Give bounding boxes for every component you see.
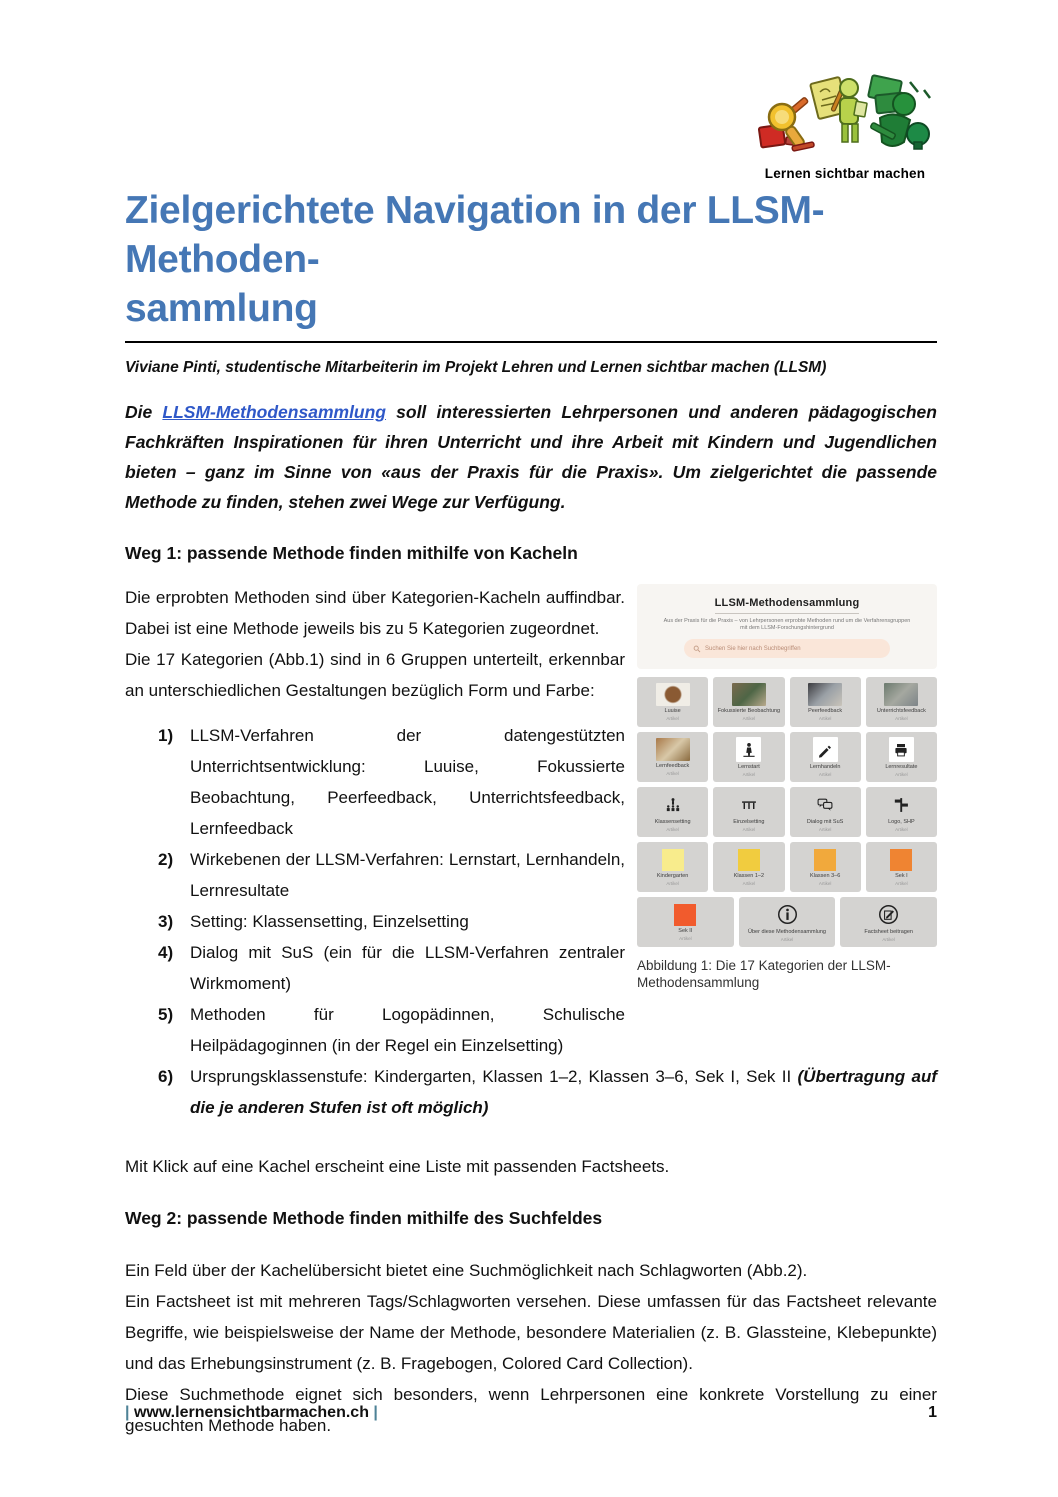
weg2-paragraph-2: Ein Factsheet ist mit mehreren Tags/Schlagworten versehen. Diese umfassen für das Factsheet relevante Begriffe, wie beispielsweise der Name der Methode, besondere Materialien (z. B. Glassteine, Klebepunkte) und das Erhebungsinstrument (z. B. Fragebogen, Colored Card Collection). [125, 1292, 937, 1373]
tile-label: Fokussierte Beobachtung [717, 708, 781, 714]
page-title-line2: sammlung [125, 287, 318, 330]
tile-label: Lernresultate [885, 764, 918, 770]
list-item-text: LLSM-Verfahren der datengestützten Unterrichtsentwicklung: Luuise, Fokussierte Beobachtung, Peerfeedback, Unterrichtsfeedback, Lernfeedback [190, 726, 625, 838]
tile-label: Lernhandeln [809, 764, 841, 770]
tile-label: Luuise [664, 708, 681, 714]
figure-caption: Abbildung 1: Die 17 Kategorien der LLSM-Methodensammlung [637, 958, 891, 990]
tile-sublabel: Artikel [895, 827, 908, 832]
tile-label: Sek I [895, 872, 908, 879]
tile-sublabel: Artikel [895, 772, 908, 777]
tile-label: Lernfeedback [655, 763, 690, 769]
tile-sublabel: Artikel [895, 880, 908, 886]
weg2-paragraph-1: Ein Feld über der Kachelübersicht bietet eine Suchmöglichkeit nach Schlagworten (Abb.2). [125, 1261, 808, 1280]
tile-label: Lernstart [738, 764, 760, 770]
tile-sublabel: Artikel [679, 935, 692, 941]
weg2-paragraph-3: Diese Suchmethode eignet sich besonders, wenn Lehrpersonen eine konkrete Vorstellung zu einer gesuchten Methode haben. [125, 1385, 937, 1435]
list-item-text: Ursprungsklassenstufe: Kindergarten, Klassen 1–2, Klassen 3–6, Sek I, Sek II [190, 1067, 798, 1086]
logo-caption: Lernen sichtbar machen [764, 166, 926, 181]
tile-label: Kindergarten [656, 872, 689, 879]
tile-sublabel: Artikel [742, 880, 756, 886]
figure-search-field [684, 639, 890, 658]
tile-sublabel: Artikel [882, 937, 895, 942]
weg1-paragraph-1: Die erprobten Methoden sind über Kategorien-Kacheln auffindbar. Dabei ist eine Methode jeweils bis zu 5 Kategorien zugeordnet. [125, 588, 625, 638]
tile-sublabel: Artikel [818, 880, 832, 886]
tile-label: Sek II [678, 927, 693, 934]
page-footer [125, 1404, 937, 1422]
category-list [125, 720, 937, 1123]
category-list-item [125, 906, 937, 937]
byline: Viviane Pinti, studentische Mitarbeiterin im Projekt Lehren und Lernen sichtbar machen (LLSM) [125, 359, 827, 376]
tile-sublabel: Artikel [666, 771, 679, 776]
tile-label: Einzelsetting [733, 819, 765, 825]
tile-sublabel: Artikel [666, 716, 679, 721]
figure-app-title: LLSM-Methodensammlung [715, 597, 860, 614]
list-item-italic-note: (Übertragung auf die je anderen Stufen ist oft möglich) [190, 1067, 937, 1117]
list-item-text: Dialog mit SuS (ein für die LLSM-Verfahren zentraler Wirkmoment) [190, 943, 625, 993]
category-list-item [125, 720, 937, 844]
tile-sublabel: Artikel [742, 716, 756, 721]
tile-sublabel: Artikel [780, 937, 794, 942]
tile-sublabel: Artikel [818, 772, 832, 777]
figure-search-placeholder: Suchen Sie hier nach Suchbegriffen [705, 645, 801, 652]
tile-label: Peerfeedback [808, 708, 843, 714]
footer-pipe-left: | [125, 1404, 130, 1421]
tile-label: Logo, SHP [888, 819, 915, 825]
intro-paragraph [125, 397, 937, 517]
list-item-number: 3) [158, 912, 174, 931]
tile-sublabel: Artikel [818, 827, 832, 832]
intro-pre: Die [125, 402, 163, 422]
category-list-item [125, 1061, 937, 1123]
tile-label: Über diese Methodensammlung [748, 929, 826, 935]
footer-site-link[interactable] [125, 1404, 378, 1422]
tile-sublabel: Artikel [742, 827, 756, 832]
category-list-item [125, 999, 937, 1061]
tile-label: Klassen 1–2 [733, 872, 765, 879]
weg1-paragraph-2: Die 17 Kategorien (Abb.1) sind in 6 Gruppen unterteilt, erkennbar an unterschiedlichen Gestaltungen bezüglich Form und Farbe: [125, 650, 625, 700]
tile-label: Unterrichtsfeedback [876, 708, 926, 714]
figure-app-header [637, 584, 937, 669]
list-item-number: 1) [158, 726, 174, 745]
tile-photo [656, 683, 690, 706]
tile-label: Klassen 3–6 [809, 872, 841, 879]
list-item-number: 4) [158, 943, 174, 962]
tile-photo [732, 683, 766, 706]
title-rule [125, 341, 937, 343]
page-number: 1 [928, 1404, 937, 1421]
weg1-body [125, 582, 937, 1123]
tile-label: Factsheet beitragen [864, 929, 913, 935]
tile-label: Klassensetting [654, 819, 691, 825]
tile-label: Dialog mit SuS [806, 819, 844, 825]
page-title-line1: Zielgerichtete Navigation in der LLSM-Methoden- [125, 189, 825, 281]
tile-sublabel: Artikel [895, 716, 908, 721]
weg1-closing-paragraph: Mit Klick auf eine Kachel erscheint eine Liste mit passenden Factsheets. [125, 1157, 670, 1176]
list-item-text: Wirkebenen der LLSM-Verfahren: Lernstart, Lernhandeln, Lernresultate [190, 850, 625, 900]
tile-photo [884, 683, 918, 706]
intro-post: soll interessierten Lehrpersonen und anderen pädagogischen Fachkräften Inspirationen für ihren Unterricht und ihre Arbeit mit Kindern und Jugendlichen bieten – ganz im Sinne von «aus der Praxis für die Praxis». Um zielgerichtet die passende Methode zu finden, stehen zwei Wege zur Verfügung. [125, 402, 937, 512]
tile-photo [808, 683, 842, 706]
tile-sublabel: Artikel [666, 880, 679, 886]
list-item-number: 5) [158, 1005, 174, 1024]
list-item-text: Methoden für Logopädinnen, Schulische Heilpädagoginnen (in der Regel ein Einzelsetting) [190, 1005, 625, 1055]
list-item-number: 2) [158, 850, 174, 869]
category-list-item [125, 844, 937, 906]
weg2-heading: Weg 2: passende Methode finden mithilfe des Suchfeldes [125, 1208, 603, 1228]
footer-pipe-right: | [373, 1404, 378, 1421]
page-title [125, 186, 937, 333]
figure-app-subtitle: Aus der Praxis für die Praxis – von Lehrpersonen erprobte Methoden rund um die Verfahrensgruppen mit dem LLSM-Forschungshintergrund [663, 618, 911, 631]
footer-site-url: www.lernensichtbarmachen.ch [133, 1404, 369, 1421]
tile-sublabel: Artikel [818, 716, 832, 721]
content-column [125, 0, 937, 1441]
tile-sublabel: Artikel [666, 827, 679, 832]
category-list-item [125, 937, 937, 999]
search-icon [693, 645, 701, 653]
llsm-methodensammlung-link[interactable]: LLSM-Methodensammlung [162, 402, 386, 422]
list-item-number: 6) [158, 1067, 174, 1086]
weg1-heading: Weg 1: passende Methode finden mithilfe von Kacheln [125, 543, 578, 563]
tile-sublabel: Artikel [742, 772, 756, 777]
list-item-text: Setting: Klassensetting, Einzelsetting [190, 912, 469, 931]
